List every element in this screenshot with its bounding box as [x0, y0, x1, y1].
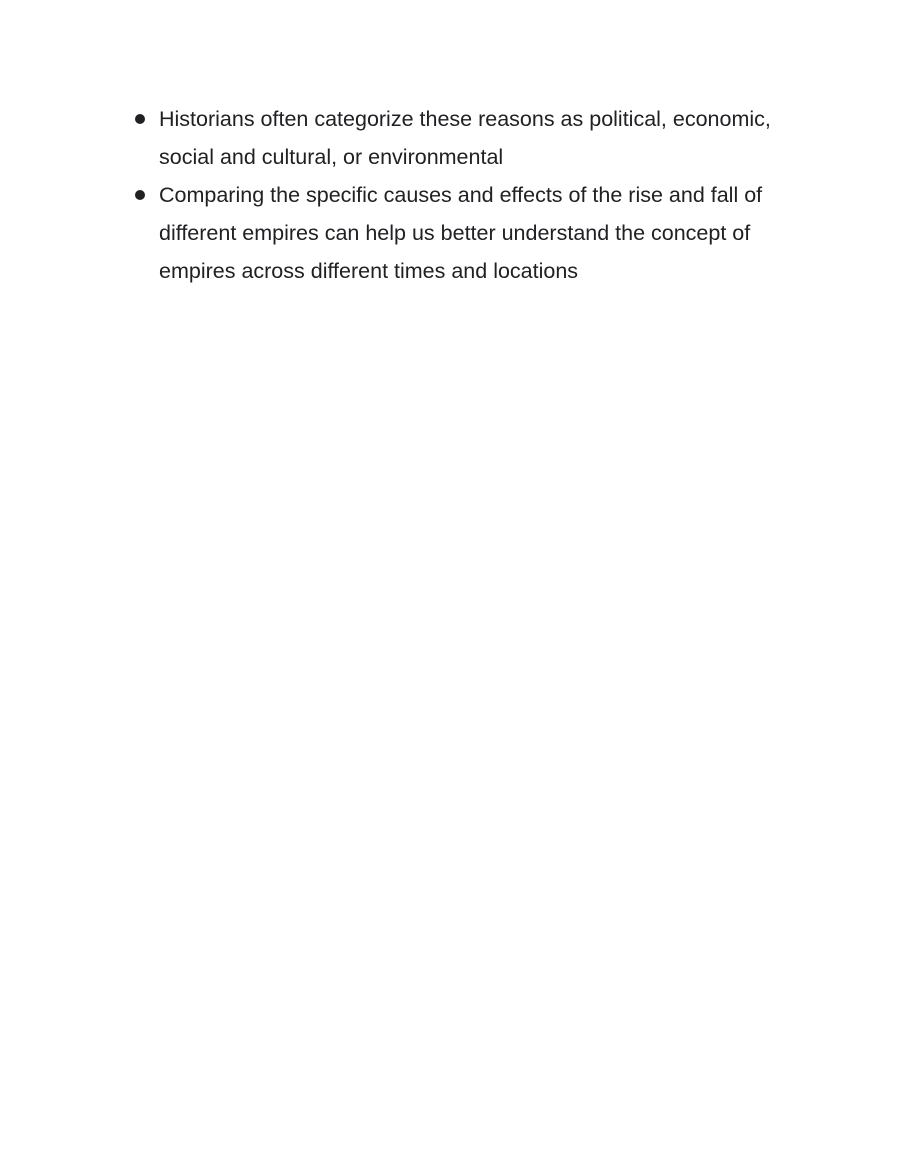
bullet-text: Comparing the specific causes and effects of the rise and fall of different empires can help us better understand the concept of empires across different times and locations — [159, 183, 763, 283]
bullet-item — [133, 100, 813, 176]
bullet-dot-icon — [135, 190, 145, 200]
bullet-dot-icon — [135, 114, 145, 124]
bullet-text: Historians often categorize these reasons as political, economic, social and cultural, or environmental — [159, 107, 771, 169]
bullet-list — [133, 100, 813, 290]
bullet-item — [133, 176, 813, 290]
